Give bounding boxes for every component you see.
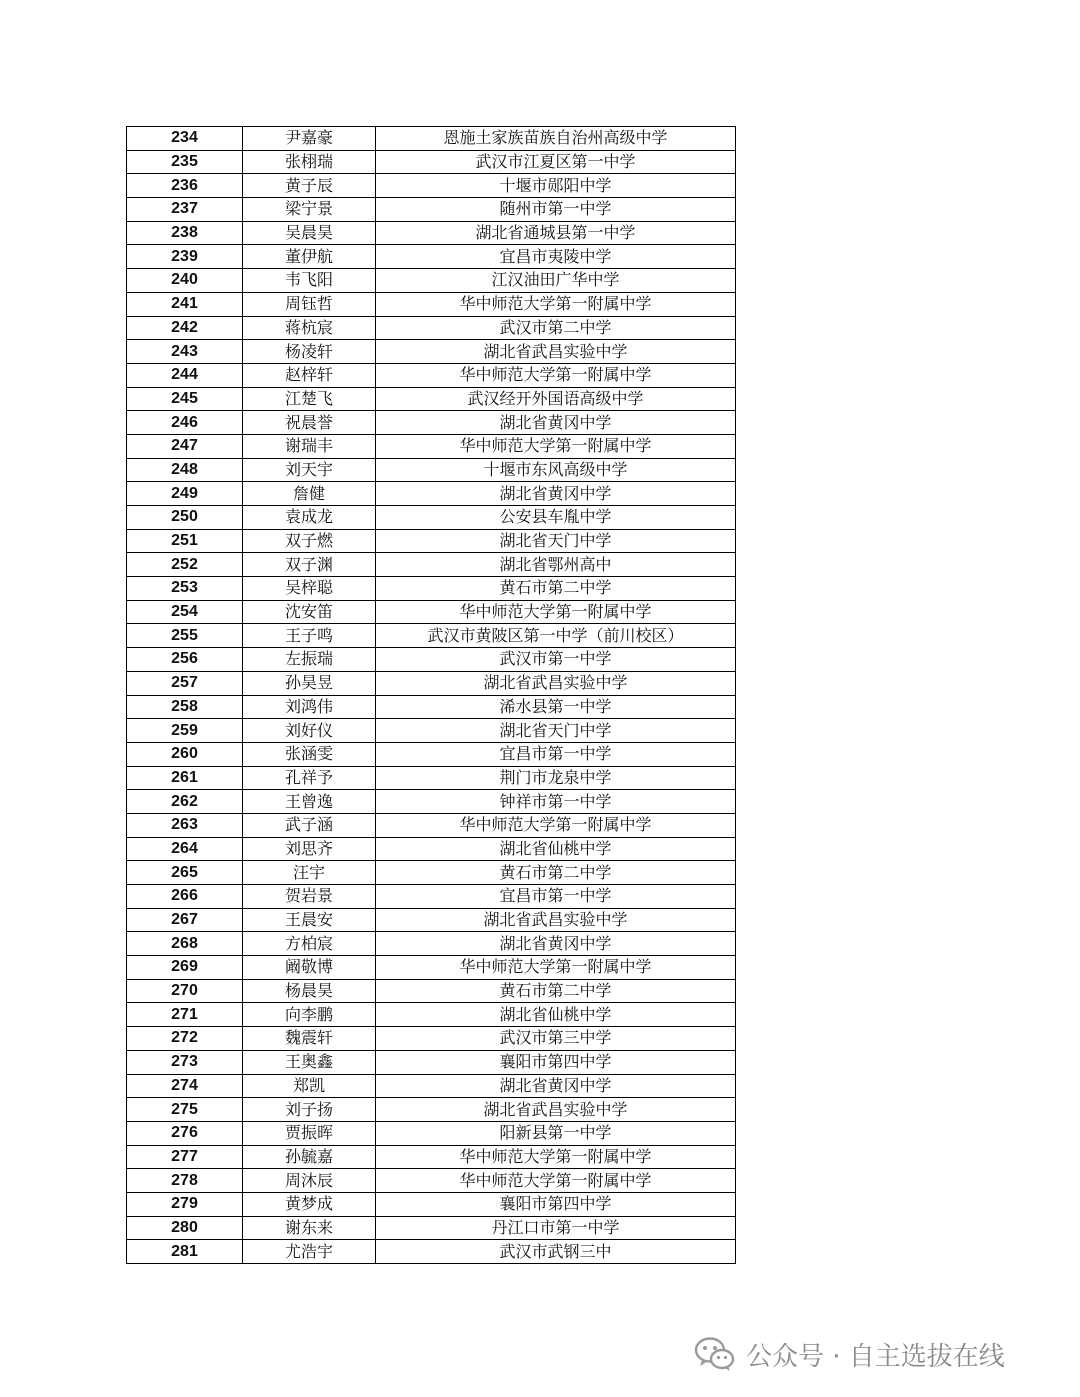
row-number: 237	[127, 198, 243, 222]
table-row	[127, 1050, 736, 1074]
row-number: 275	[127, 1098, 243, 1122]
school-name: 湖北省武昌实验中学	[376, 1098, 736, 1122]
row-number: 278	[127, 1169, 243, 1193]
row-number: 268	[127, 932, 243, 956]
table-row	[127, 198, 736, 222]
table-row	[127, 1240, 736, 1264]
row-number: 270	[127, 979, 243, 1003]
row-number: 276	[127, 1121, 243, 1145]
student-name: 周钰哲	[243, 292, 376, 316]
student-name: 沈安笛	[243, 600, 376, 624]
table-row	[127, 979, 736, 1003]
student-name: 张涵雯	[243, 742, 376, 766]
school-name: 恩施土家族苗族自治州高级中学	[376, 127, 736, 151]
school-name: 华中师范大学第一附属中学	[376, 600, 736, 624]
table-row	[127, 837, 736, 861]
table-row	[127, 648, 736, 672]
school-name: 十堰市东风高级中学	[376, 458, 736, 482]
school-name: 武汉市江夏区第一中学	[376, 150, 736, 174]
school-name: 江汉油田广华中学	[376, 269, 736, 293]
table-row	[127, 411, 736, 435]
student-name: 刘天宇	[243, 458, 376, 482]
table-row	[127, 363, 736, 387]
student-name: 董伊航	[243, 245, 376, 269]
table-row	[127, 719, 736, 743]
table-row	[127, 695, 736, 719]
row-number: 260	[127, 742, 243, 766]
table-row	[127, 908, 736, 932]
row-number: 243	[127, 340, 243, 364]
table-row	[127, 434, 736, 458]
table-row	[127, 174, 736, 198]
row-number: 266	[127, 885, 243, 909]
student-name: 孔祥予	[243, 766, 376, 790]
table-row	[127, 1169, 736, 1193]
table-row	[127, 340, 736, 364]
student-name: 贺岩景	[243, 885, 376, 909]
row-number: 245	[127, 387, 243, 411]
table-row	[127, 861, 736, 885]
table-row	[127, 1098, 736, 1122]
row-number: 251	[127, 529, 243, 553]
school-name: 湖北省仙桃中学	[376, 837, 736, 861]
school-name: 湖北省黄冈中学	[376, 932, 736, 956]
row-number: 240	[127, 269, 243, 293]
student-name: 韦飞阳	[243, 269, 376, 293]
school-name: 浠水县第一中学	[376, 695, 736, 719]
table-row	[127, 506, 736, 530]
row-number: 255	[127, 624, 243, 648]
row-number: 239	[127, 245, 243, 269]
row-number: 280	[127, 1216, 243, 1240]
school-name: 华中师范大学第一附属中学	[376, 363, 736, 387]
table-row	[127, 600, 736, 624]
row-number: 263	[127, 813, 243, 837]
row-number: 234	[127, 127, 243, 151]
student-name: 双子燃	[243, 529, 376, 553]
student-name: 郑凯	[243, 1074, 376, 1098]
student-name: 赵梓轩	[243, 363, 376, 387]
row-number: 244	[127, 363, 243, 387]
school-name: 黄石市第二中学	[376, 861, 736, 885]
watermark-text: 公众号 · 自主选拔在线	[746, 1341, 1005, 1372]
school-name: 黄石市第二中学	[376, 979, 736, 1003]
table-row	[127, 577, 736, 601]
school-name: 湖北省通城县第一中学	[376, 221, 736, 245]
row-number: 261	[127, 766, 243, 790]
school-name: 武汉市第二中学	[376, 316, 736, 340]
student-name: 王曾逸	[243, 790, 376, 814]
school-name: 华中师范大学第一附属中学	[376, 434, 736, 458]
student-name: 双子渊	[243, 553, 376, 577]
school-name: 华中师范大学第一附属中学	[376, 956, 736, 980]
school-name: 华中师范大学第一附属中学	[376, 1145, 736, 1169]
student-name: 梁宁景	[243, 198, 376, 222]
row-number: 256	[127, 648, 243, 672]
row-number: 235	[127, 150, 243, 174]
table-row	[127, 221, 736, 245]
table-row	[127, 245, 736, 269]
student-name: 杨凌轩	[243, 340, 376, 364]
school-name: 湖北省鄂州高中	[376, 553, 736, 577]
student-name: 汪宇	[243, 861, 376, 885]
table-row	[127, 1216, 736, 1240]
table-row	[127, 458, 736, 482]
student-name: 魏震轩	[243, 1027, 376, 1051]
student-name: 武子涵	[243, 813, 376, 837]
student-name: 江楚飞	[243, 387, 376, 411]
school-name: 华中师范大学第一附属中学	[376, 292, 736, 316]
table-row	[127, 1192, 736, 1216]
student-name: 尹嘉豪	[243, 127, 376, 151]
row-number: 274	[127, 1074, 243, 1098]
school-name: 襄阳市第四中学	[376, 1050, 736, 1074]
school-name: 湖北省黄冈中学	[376, 482, 736, 506]
school-name: 武汉市黄陂区第一中学（前川校区）	[376, 624, 736, 648]
student-name: 黄梦成	[243, 1192, 376, 1216]
table-row	[127, 790, 736, 814]
table-row	[127, 932, 736, 956]
student-name: 袁成龙	[243, 506, 376, 530]
student-name: 左振瑞	[243, 648, 376, 672]
row-number: 254	[127, 600, 243, 624]
student-name: 孙毓嘉	[243, 1145, 376, 1169]
row-number: 279	[127, 1192, 243, 1216]
table-row	[127, 1121, 736, 1145]
student-name: 刘子扬	[243, 1098, 376, 1122]
school-name: 武汉市第三中学	[376, 1027, 736, 1051]
row-number: 252	[127, 553, 243, 577]
student-name: 向李鹏	[243, 1003, 376, 1027]
roster-body	[127, 127, 736, 1264]
table-row	[127, 127, 736, 151]
student-name: 蒋杭宸	[243, 316, 376, 340]
table-row	[127, 956, 736, 980]
school-name: 华中师范大学第一附属中学	[376, 1169, 736, 1193]
row-number: 277	[127, 1145, 243, 1169]
row-number: 249	[127, 482, 243, 506]
student-name: 周沐辰	[243, 1169, 376, 1193]
school-name: 钟祥市第一中学	[376, 790, 736, 814]
student-name: 黄子辰	[243, 174, 376, 198]
school-name: 黄石市第二中学	[376, 577, 736, 601]
row-number: 242	[127, 316, 243, 340]
table-row	[127, 1145, 736, 1169]
school-name: 宜昌市第一中学	[376, 885, 736, 909]
row-number: 267	[127, 908, 243, 932]
student-name: 阚敬博	[243, 956, 376, 980]
student-name: 张栩瑞	[243, 150, 376, 174]
school-name: 公安县车胤中学	[376, 506, 736, 530]
watermark	[694, 1334, 1005, 1374]
school-name: 武汉经开外国语高级中学	[376, 387, 736, 411]
student-name: 贾振晖	[243, 1121, 376, 1145]
table-row	[127, 482, 736, 506]
student-name: 刘思齐	[243, 837, 376, 861]
wechat-icon	[694, 1336, 736, 1372]
school-name: 湖北省武昌实验中学	[376, 671, 736, 695]
row-number: 273	[127, 1050, 243, 1074]
school-name: 华中师范大学第一附属中学	[376, 813, 736, 837]
school-name: 荆门市龙泉中学	[376, 766, 736, 790]
row-number: 246	[127, 411, 243, 435]
student-name: 王奥鑫	[243, 1050, 376, 1074]
row-number: 236	[127, 174, 243, 198]
table-row	[127, 387, 736, 411]
table-row	[127, 766, 736, 790]
table-row	[127, 1074, 736, 1098]
table-row	[127, 269, 736, 293]
table-row	[127, 885, 736, 909]
school-name: 湖北省黄冈中学	[376, 411, 736, 435]
school-name: 湖北省仙桃中学	[376, 1003, 736, 1027]
row-number: 258	[127, 695, 243, 719]
school-name: 湖北省武昌实验中学	[376, 340, 736, 364]
row-number: 247	[127, 434, 243, 458]
table-row	[127, 671, 736, 695]
table-row	[127, 624, 736, 648]
school-name: 十堰市郧阳中学	[376, 174, 736, 198]
school-name: 阳新县第一中学	[376, 1121, 736, 1145]
school-name: 丹江口市第一中学	[376, 1216, 736, 1240]
row-number: 272	[127, 1027, 243, 1051]
student-name: 谢瑞丰	[243, 434, 376, 458]
student-name: 方柏宸	[243, 932, 376, 956]
student-name: 吴梓聪	[243, 577, 376, 601]
table-row	[127, 316, 736, 340]
school-name: 湖北省黄冈中学	[376, 1074, 736, 1098]
student-name: 詹健	[243, 482, 376, 506]
row-number: 265	[127, 861, 243, 885]
row-number: 238	[127, 221, 243, 245]
table-row	[127, 1003, 736, 1027]
row-number: 259	[127, 719, 243, 743]
student-name: 祝晨誉	[243, 411, 376, 435]
student-name: 杨晨昊	[243, 979, 376, 1003]
student-name: 刘好仪	[243, 719, 376, 743]
table-row	[127, 150, 736, 174]
school-name: 武汉市武钢三中	[376, 1240, 736, 1264]
school-name: 随州市第一中学	[376, 198, 736, 222]
school-name: 武汉市第一中学	[376, 648, 736, 672]
row-number: 281	[127, 1240, 243, 1264]
student-name: 王晨安	[243, 908, 376, 932]
student-name: 吴晨昊	[243, 221, 376, 245]
table-row	[127, 553, 736, 577]
row-number: 264	[127, 837, 243, 861]
row-number: 271	[127, 1003, 243, 1027]
student-name: 孙昊昱	[243, 671, 376, 695]
table-row	[127, 529, 736, 553]
student-name: 尤浩宇	[243, 1240, 376, 1264]
school-name: 湖北省武昌实验中学	[376, 908, 736, 932]
roster-table	[126, 126, 736, 1264]
table-row	[127, 813, 736, 837]
school-name: 宜昌市夷陵中学	[376, 245, 736, 269]
row-number: 248	[127, 458, 243, 482]
table-row	[127, 742, 736, 766]
row-number: 262	[127, 790, 243, 814]
school-name: 宜昌市第一中学	[376, 742, 736, 766]
school-name: 襄阳市第四中学	[376, 1192, 736, 1216]
school-name: 湖北省天门中学	[376, 719, 736, 743]
row-number: 257	[127, 671, 243, 695]
row-number: 269	[127, 956, 243, 980]
student-name: 刘鸿伟	[243, 695, 376, 719]
row-number: 253	[127, 577, 243, 601]
student-name: 王子鸣	[243, 624, 376, 648]
student-name: 谢东来	[243, 1216, 376, 1240]
table-row	[127, 1027, 736, 1051]
row-number: 241	[127, 292, 243, 316]
row-number: 250	[127, 506, 243, 530]
table-row	[127, 292, 736, 316]
school-name: 湖北省天门中学	[376, 529, 736, 553]
